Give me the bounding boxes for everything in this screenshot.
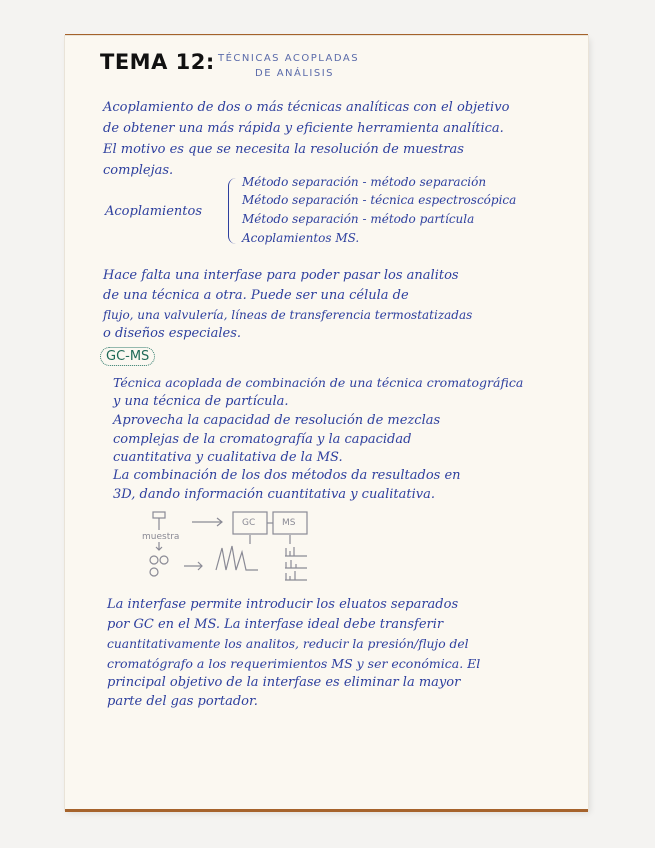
gcms-line: y una técnica de partícula. xyxy=(113,394,289,409)
subtitle-line-1: TÉCNICAS ACOPLADAS xyxy=(218,53,360,64)
intro-line: complejas. xyxy=(103,163,174,178)
syringe-icon xyxy=(153,512,165,518)
interfase-line: Hace falta una interfase para poder pasar los analitos xyxy=(103,268,459,283)
gcms-line: cuantitativa y cualitativa de la MS. xyxy=(113,450,343,465)
acoplamiento-item: Método separación - método separación xyxy=(242,175,487,189)
interfase-line: flujo, una valvulería, líneas de transferencia termostatizadas xyxy=(103,308,473,322)
final-line: cuantitativamente los analitos, reducir la presión/flujo del xyxy=(107,637,469,651)
acoplamiento-item: Método separación - técnica espectroscópica xyxy=(242,193,517,207)
gc-box-label: GC xyxy=(242,518,256,528)
final-line: La interfase permite introducir los eluatos separados xyxy=(107,597,459,612)
gcms-diagram xyxy=(140,508,340,588)
gcms-line: 3D, dando información cuantitativa y cualitativa. xyxy=(113,487,435,502)
gcms-line: Aprovecha la capacidad de resolución de mezclas xyxy=(113,413,441,428)
final-line: parte del gas portador. xyxy=(107,694,258,709)
gcms-line: complejas de la cromatografía y la capacidad xyxy=(113,432,412,447)
page-title: TEMA 12: xyxy=(100,50,215,74)
acoplamiento-item: Acoplamientos MS. xyxy=(242,231,360,245)
final-line: principal objetivo de la interfase es eliminar la mayor xyxy=(107,675,461,690)
acoplamiento-item: Método separación - método partícula xyxy=(242,212,475,226)
interfase-line: o diseños especiales. xyxy=(103,326,242,341)
acoplamientos-label: Acoplamientos xyxy=(105,204,202,219)
final-line: cromatógrafo a los requerimientos MS y ser económica. El xyxy=(107,656,481,671)
chromatogram-peaks xyxy=(216,546,258,570)
gcms-tag: GC-MS xyxy=(100,347,155,366)
page-bottom-edge xyxy=(65,809,588,812)
ms-box-label: MS xyxy=(282,518,296,528)
curly-brace xyxy=(228,178,238,244)
gcms-line: La combinación de los dos métodos da resultados en xyxy=(113,468,461,483)
intro-line: Acoplamiento de dos o más técnicas analíticas con el objetivo xyxy=(103,100,510,115)
intro-line: El motivo es que se necesita la resolución de muestras xyxy=(103,142,464,157)
final-line: por GC en el MS. La interfase ideal debe transferir xyxy=(107,617,444,632)
sample-label: muestra xyxy=(142,532,180,542)
gcms-line: Técnica acoplada de combinación de una técnica cromatográfica xyxy=(113,375,524,390)
intro-line: de obtener una más rápida y eficiente herramienta analítica. xyxy=(103,121,504,136)
gcms-diagram-sketch xyxy=(140,508,340,588)
interfase-line: de una técnica a otra. Puede ser una célula de xyxy=(103,288,409,303)
subtitle-line-2: DE ANÁLISIS xyxy=(255,68,335,79)
